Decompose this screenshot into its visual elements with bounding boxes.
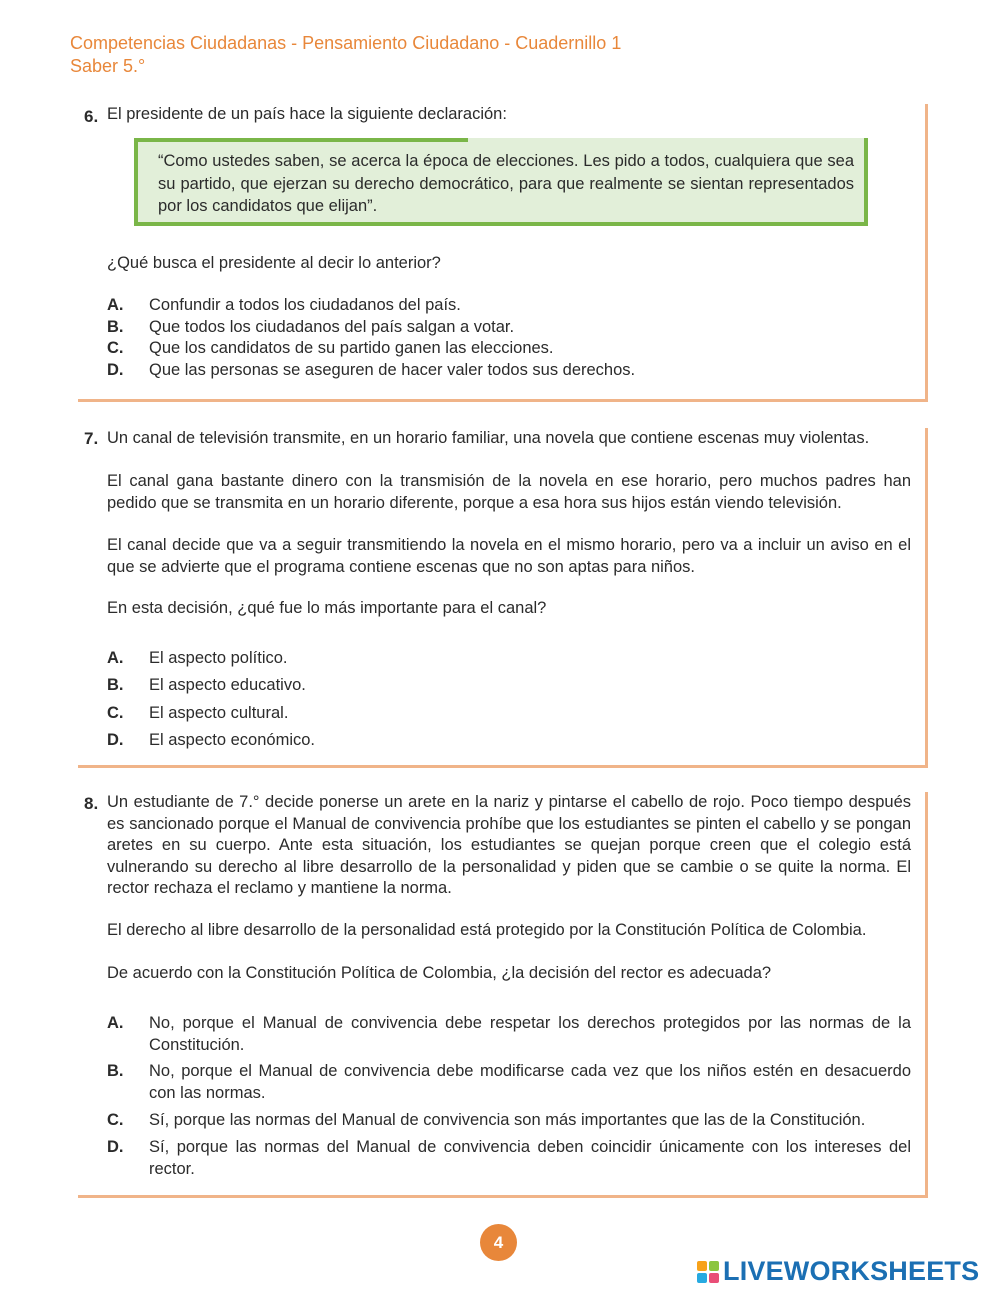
- liveworksheets-logo[interactable]: [697, 1256, 979, 1287]
- question-paragraph: El canal gana bastante dinero con la transmisión de la novela en ese horario, pero muchos padres han pedido que se transmita en un horario diferente, porque a esa hora sus hijos están viendo televisión.: [107, 472, 911, 512]
- option-text: El aspecto educativo.: [149, 676, 306, 694]
- option-letter: A.: [107, 296, 124, 314]
- header-title: Competencias Ciudadanas - Pensamiento Ciudadano - Cuadernillo 1: [70, 33, 622, 53]
- option-b[interactable]: [107, 675, 911, 697]
- brand-mark-icon: [697, 1261, 719, 1283]
- question-intro: El presidente de un país hace la siguiente declaración:: [107, 105, 507, 123]
- option-text: Que las personas se aseguren de hacer valer todos sus derechos.: [149, 361, 636, 379]
- question-frame-right: [925, 104, 928, 402]
- option-letter: D.: [107, 1138, 124, 1156]
- option-letter: C.: [107, 1111, 124, 1129]
- option-b[interactable]: [107, 317, 911, 339]
- option-a[interactable]: [107, 648, 911, 670]
- option-text: El aspecto económico.: [149, 731, 316, 749]
- option-d[interactable]: [107, 1137, 911, 1180]
- option-text: El aspecto político.: [149, 649, 288, 667]
- option-c[interactable]: [107, 338, 911, 360]
- question-paragraph: Un estudiante de 7.° decide ponerse un arete en la nariz y pintarse el cabello de rojo. Poco tiempo después es sancionado porque el Manual de convivencia prohíbe que los estudiantes se pinten el cabello y se pongan aretes en su cuerpo. Ante esta situación, los estudiantes se quejan porque creen que el colegio está vulnerando su derecho al libre desarrollo de la personalidad y piden que se cambie o se quite la norma. El rector rechaza el reclamo y mantiene la norma.: [107, 793, 911, 897]
- option-text: Que los candidatos de su partido ganen las elecciones.: [149, 339, 554, 357]
- option-letter: D.: [107, 361, 124, 379]
- page-number-badge: 4: [480, 1224, 517, 1261]
- question-frame-right: [925, 428, 928, 768]
- option-text: El aspecto cultural.: [149, 704, 289, 722]
- option-letter: A.: [107, 649, 124, 667]
- option-letter: D.: [107, 731, 124, 749]
- question-7: [78, 428, 928, 768]
- question-number: 8.: [84, 794, 99, 813]
- option-letter: B.: [107, 676, 124, 694]
- question-frame-bottom: [78, 765, 928, 768]
- question-frame-bottom: [78, 399, 928, 402]
- question-prompt: De acuerdo con la Constitución Política de Colombia, ¿la decisión del rector es adecuada?: [107, 964, 772, 982]
- option-a[interactable]: [107, 295, 911, 317]
- quote-top-bar: [138, 138, 468, 142]
- option-text: Que todos los ciudadanos del país salgan a votar.: [149, 318, 515, 336]
- quote-box: [134, 138, 868, 226]
- question-prompt: ¿Qué busca el presidente al decir lo anterior?: [107, 254, 441, 272]
- question-paragraph: El derecho al libre desarrollo de la personalidad está protegido por la Constitución Política de Colombia.: [107, 921, 867, 939]
- question-paragraph: Un canal de televisión transmite, en un horario familiar, una novela que contiene escenas muy violentas.: [107, 429, 870, 447]
- option-c[interactable]: [107, 1110, 911, 1132]
- question-prompt: En esta decisión, ¿qué fue lo más importante para el canal?: [107, 599, 547, 617]
- question-number: 6.: [84, 107, 99, 126]
- brand-name: LIVEWORKSHEETS: [723, 1256, 980, 1286]
- option-a[interactable]: [107, 1013, 911, 1056]
- option-letter: B.: [107, 318, 124, 336]
- option-text: No, porque el Manual de convivencia debe modificarse cada vez que los niños estén en desacuerdo con las normas.: [149, 1062, 911, 1102]
- question-frame-bottom: [78, 1195, 928, 1198]
- option-d[interactable]: [107, 360, 911, 382]
- option-d[interactable]: [107, 730, 911, 752]
- question-8: [78, 792, 928, 1198]
- option-text: Sí, porque las normas del Manual de convivencia son más importantes que las de la Constitución.: [149, 1111, 866, 1129]
- option-text: Sí, porque las normas del Manual de convivencia deben coincidir únicamente con los intereses del rector.: [149, 1138, 911, 1178]
- option-b[interactable]: [107, 1061, 911, 1104]
- question-paragraph: El canal decide que va a seguir transmitiendo la novela en el mismo horario, pero va a incluir un aviso en el que se advierte que el programa contiene escenas que no son aptas para niños.: [107, 536, 911, 576]
- option-letter: C.: [107, 339, 124, 357]
- option-letter: C.: [107, 704, 124, 722]
- option-letter: B.: [107, 1062, 124, 1080]
- option-letter: A.: [107, 1014, 124, 1032]
- option-text: Confundir a todos los ciudadanos del país.: [149, 296, 461, 314]
- option-c[interactable]: [107, 703, 911, 725]
- header-subtitle: Saber 5.°: [70, 56, 146, 76]
- quote-text: “Como ustedes saben, se acerca la época de elecciones. Les pido a todos, cualquiera que sea su partido, que ejerzan su derecho democrático, para que realmente se sientan representados por los candidatos que elijan”.: [158, 152, 854, 215]
- question-number: 7.: [84, 429, 99, 448]
- question-6: [78, 104, 928, 402]
- page-header: [70, 32, 621, 78]
- option-text: No, porque el Manual de convivencia debe respetar los derechos protegidos por las normas de la Constitución.: [149, 1014, 911, 1054]
- question-frame-right: [925, 792, 928, 1198]
